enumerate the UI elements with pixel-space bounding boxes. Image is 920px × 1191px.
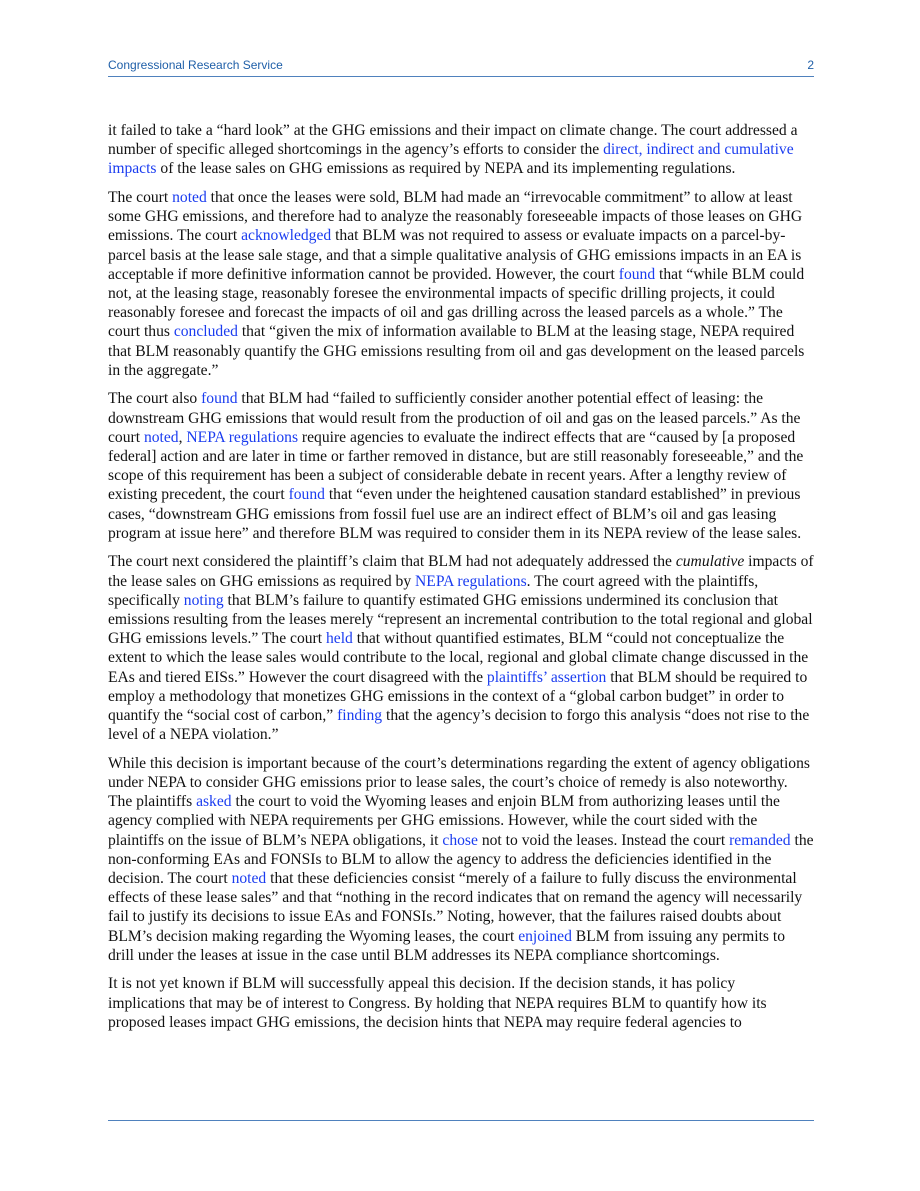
paragraph — [108, 974, 814, 1032]
inline-link[interactable]: found — [618, 265, 656, 283]
inline-link[interactable]: NEPA regulations — [415, 572, 527, 590]
emphasis-text: cumulative — [675, 553, 745, 571]
text-run: that these deficiencies consist “merely of a failure to fully discuss the environmental effects of these lease sales” and that “nothing in the record indicates that on remand the agency will necessarily fail to justify its decisions to issue EAs and FONSIs.” Noting, however, that the failures raised doubts about BLM’s decision making regarding the Wyoming leases, the court — [108, 870, 803, 945]
text-run: it failed to take a “hard look” at the GHG emissions and their impact on climate change. The court addressed a number of specific alleged shortcomings in the agency’s efforts to consider the — [108, 122, 798, 159]
text-run: the court to void the Wyoming leases and enjoin BLM from authorizing leases until the agency complied with NEPA requirements per GHG emissions. However, while the court sided with the plaintiffs on the issue of BLM’s NEPA obligations, it — [108, 793, 780, 849]
inline-link[interactable]: acknowledged — [241, 227, 332, 245]
paragraph — [108, 389, 814, 543]
text-run: that BLM had “failed to sufficiently consider another potential effect of leasing: the downstream GHG emissions that would result from the production of oil and gas on the leased parcels.” As the court — [108, 390, 801, 446]
document-body — [108, 121, 814, 1041]
text-run: The court — [108, 189, 173, 206]
text-run: It is not yet known if BLM will successfully appeal this decision. If the decision stands, it has policy implications that may be of interest to Congress. By holding that NEPA requires BLM to quantify how its proposed leases impact GHG emissions, the decision hints that NEPA may require federal agencies to — [108, 975, 767, 1031]
text-run: not to void the leases. Instead the court — [477, 831, 730, 849]
inline-link[interactable]: noted — [231, 870, 267, 888]
inline-link[interactable]: finding — [337, 707, 383, 725]
inline-link[interactable]: remanded — [729, 831, 791, 849]
inline-link[interactable]: concluded — [173, 323, 238, 341]
text-run: that BLM should be required to employ a methodology that monetizes GHG emissions in the context of a “global carbon budget” in order to quantify the “social cost of carbon,” — [108, 668, 808, 725]
text-run: The court also — [108, 390, 202, 408]
inline-link[interactable]: enjoined — [518, 927, 572, 945]
inline-link[interactable]: chose — [442, 831, 478, 849]
text-run: The court next considered the plaintiff’s claim that BLM had not adequately addressed the — [108, 553, 676, 571]
text-run: . The court agreed with the plaintiffs, specifically — [108, 572, 759, 609]
inline-link[interactable]: plaintiffs’ assertion — [486, 668, 607, 686]
text-run: that “while BLM could not, at the leasing stage, reasonably foresee the environmental impacts of specific drilling projects, it could reasonably foresee and forecast the impacts of oil and gas drilling across the leased parcels as a whole.” The court thus — [108, 265, 805, 341]
inline-link[interactable]: found — [288, 486, 325, 504]
inline-link[interactable]: direct, indirect and cumulative impacts — [108, 141, 794, 178]
text-run: the non-conforming EAs and FONSIs to BLM to allow the agency to address the deficiencies identified in the decision. The court — [108, 831, 814, 888]
paragraph — [108, 552, 814, 744]
text-run: that “given the mix of information available to BLM at the leasing stage, NEPA required that BLM reasonably quantify the GHG emissions resulting from oil and gas development on the leased parcels in the aggregate.” — [108, 323, 805, 379]
text-run: , — [178, 428, 187, 446]
text-run: require agencies to evaluate the indirect effects that are “caused by [a proposed federal] action and are later in time or farther removed in distance, but are still reasonably foreseeable,” and the scope of this requirement has been a subject of considerable debate in recent years. After a lengthy review of existing precedent, the court — [108, 428, 804, 504]
text-run: that “even under the heightened causation standard established” in previous cases, “downstream GHG emissions from fossil fuel use are an indirect effect of BLM’s oil and gas leasing program at issue here” and therefore BLM was required to consider them in its NEPA review of the lease sales. — [108, 486, 802, 542]
text-run: While this decision is important because of the court’s determinations regarding the extent of agency obligations under NEPA to consider GHG emissions prior to lease sales, the court’s choice of remedy is also noteworthy. The plaintiffs — [108, 754, 810, 811]
page-number: 2 — [807, 58, 814, 72]
inline-link[interactable]: asked — [196, 793, 232, 811]
text-run: BLM from issuing any permits to drill under the leases at issue in the case until BLM addresses its NEPA compliance shortcomings. — [108, 927, 786, 964]
paragraph — [108, 121, 814, 179]
inline-link[interactable]: NEPA regulations — [186, 428, 299, 446]
inline-link[interactable]: noted — [172, 189, 207, 206]
text-run: that BLM was not required to assess or evaluate impacts on a parcel-by-parcel basis at the lease sale stage, and that a simple qualitative analysis of GHG emissions impacts in an EA is acceptable if more definitive information cannot be provided. However, the court — [108, 227, 802, 283]
header-org-name: Congressional Research Service — [108, 58, 283, 72]
inline-link[interactable]: found — [201, 390, 238, 408]
text-run: of the lease sales on GHG emissions as required by NEPA and its implementing regulations. — [156, 160, 736, 178]
inline-link[interactable]: noted — [143, 428, 179, 446]
text-run: that without quantified estimates, BLM “could not conceptualize the extent to which the lease sales would contribute to the local, regional and global climate change discussed in the EAs and tiered EISs.” However the court disagreed with the — [108, 630, 809, 686]
text-run: impacts of the lease sales on GHG emissions as required by — [108, 553, 814, 590]
text-run: that BLM’s failure to quantify estimated GHG emissions undermined its conclusion that emissions resulting from the leases merely “represent an incremental contribution to the total regional and global GHG emissions levels.” The court — [108, 591, 813, 648]
paragraph — [108, 754, 814, 965]
page-header — [108, 58, 814, 77]
text-run: that the agency’s decision to forgo this analysis “does not rise to the level of a NEPA violation.” — [108, 707, 810, 744]
footer-divider — [108, 1120, 814, 1121]
inline-link[interactable]: noting — [183, 591, 224, 609]
inline-link[interactable]: held — [326, 630, 353, 648]
paragraph — [108, 188, 814, 380]
text-run: that once the leases were sold, BLM had made an “irrevocable commitment” to allow at least some GHG emissions, and therefore had to analyze the reasonably foreseeable impacts of those leases on GHG emissions. The court — [108, 189, 803, 245]
